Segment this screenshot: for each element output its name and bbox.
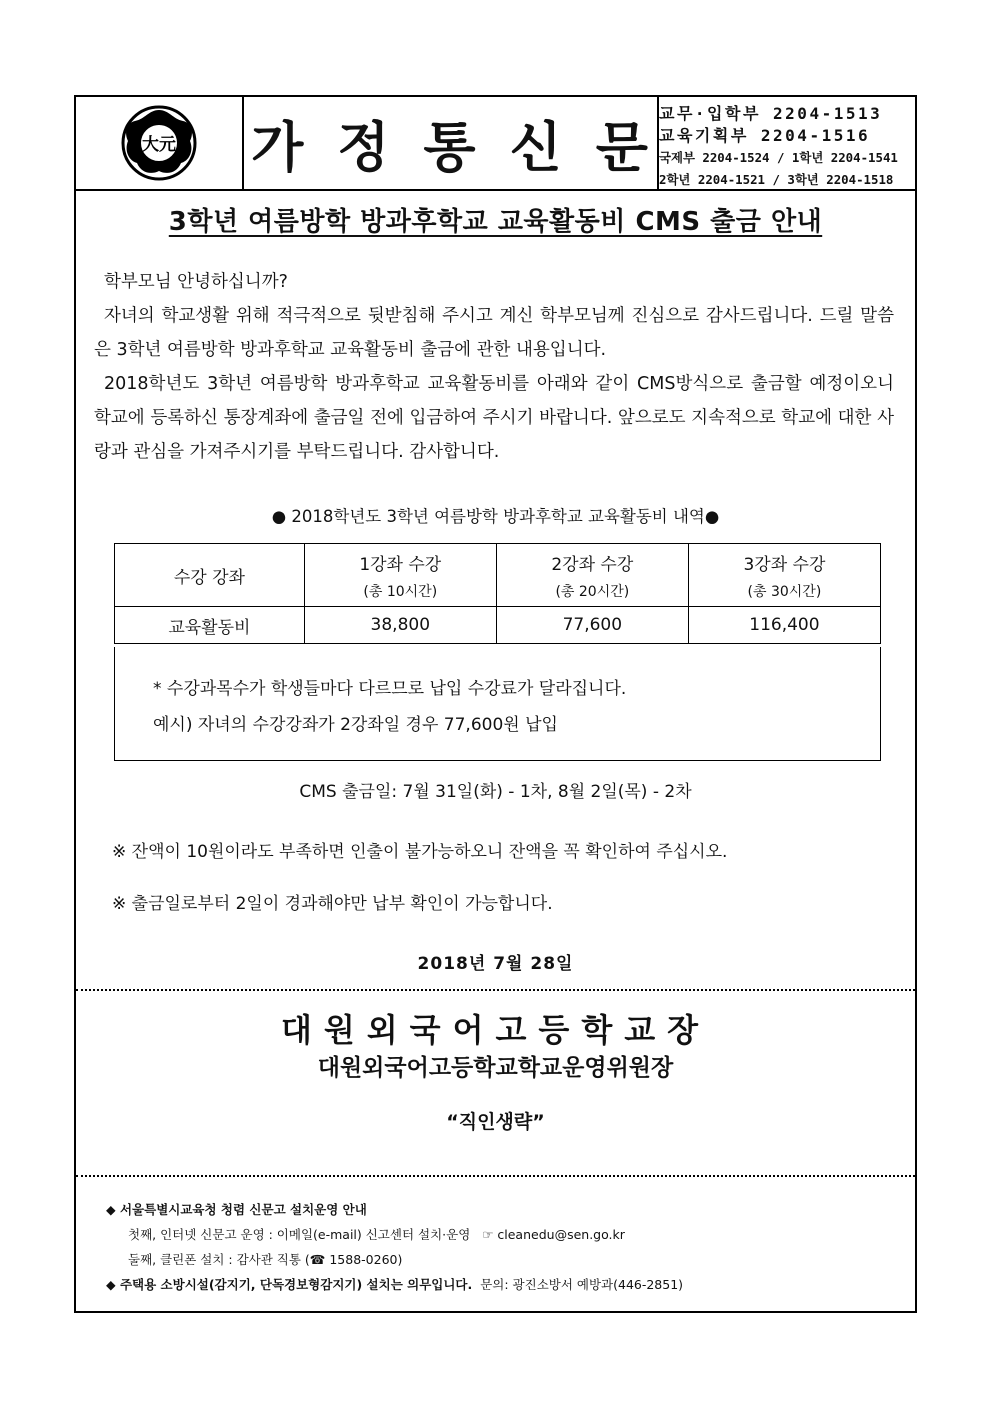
phone-line: 2학년 2204-1521 / 3학년 2204-1518: [659, 172, 894, 187]
fee-table: [114, 543, 881, 644]
principal-name: 대원외국어고등학교장: [280, 1011, 711, 1049]
footer-text: 첫째, 인터넷 신문고 운영 : 이메일(e-mail) 신고센터 설치·운영: [128, 1227, 471, 1242]
phone-line: 교육기획부 2204-1516: [659, 126, 871, 145]
intro-text: [94, 265, 894, 469]
notice-frame: [74, 95, 917, 1313]
intro-paragraph: 2018학년도 3학년 여름방학 방과후학교 교육활동비를 아래와 같이 CMS방식으로 출금할 예정이오니 학교에 등록하신 통장계좌에 출금일 전에 입금하여 주시기 바랍니다. 앞으로도 지속적으로 학교에 대한 사랑과 관심을 가져주시기를 부탁드립니다. 감사합니다.: [94, 374, 894, 462]
notice-subject: 3학년 여름방학 방과후학교 교육활동비 CMS 출금 안내: [168, 207, 823, 237]
warning-line: ※ 잔액이 10원이라도 부족하면 인출이 불가능하오니 잔액을 꼭 확인하여 주십시오.: [112, 842, 728, 862]
intro-paragraph: 자녀의 학교생활 위해 적극적으로 뒷받침해 주시고 계신 학부모님께 진심으로 감사드립니다. 드릴 말씀은 3학년 여름방학 방과후학교 교육활동비 출금에 관한 내용입니다.: [94, 306, 894, 360]
note-line: * 수강과목수가 학생들마다 다르므로 납입 수강료가 달라집니다.: [153, 679, 627, 699]
column-sub: (총 30시간): [747, 583, 822, 600]
footer-heading: ◆ 주택용 소방시설(감지기, 단독경보형감지기) 설치는 의무입니다.: [106, 1277, 473, 1292]
table-row: [115, 607, 881, 644]
logo-text: 大元: [142, 135, 176, 155]
table-title: ● 2018학년도 3학년 여름방학 방과후학교 교육활동비 내역●: [271, 507, 720, 526]
committee-name: 대원외국어고등학교학교운영위원장: [317, 1055, 674, 1081]
column-name: 2강좌 수강: [551, 554, 634, 575]
intro-greeting: 학부모님 안녕하십니까?: [104, 272, 288, 292]
footer-line: 둘째, 클린폰 설치 : 감사관 직통 (☎ 1588-0260): [128, 1252, 403, 1267]
column-header: [496, 544, 688, 607]
fee-value: 116,400: [688, 607, 880, 644]
title-cell: [242, 97, 682, 189]
column-name: 3강좌 수강: [743, 554, 826, 575]
issue-date: 2018년 7월 28일: [417, 954, 574, 974]
header: [76, 97, 915, 191]
cms-dates: CMS 출금일: 7월 31일(화) - 1차, 8월 2일(목) - 2차: [299, 782, 692, 802]
column-sub: (총 10시간): [363, 583, 438, 600]
footer-heading: ◆ 서울특별시교육청 청렴 신문고 설치운영 안내: [106, 1202, 367, 1217]
footer-email-link[interactable]: ☞ cleanedu@sen.go.kr: [482, 1227, 625, 1242]
column-name: 1강좌 수강: [359, 554, 442, 575]
footer-contact: 문의: 광진소방서 예방과(446-2851): [480, 1277, 684, 1292]
phone-line: 국제부 2204-1524 / 1학년 2204-1541: [659, 150, 898, 165]
dotted-divider: [76, 1175, 915, 1177]
dotted-divider: [76, 989, 915, 991]
table-notes: [114, 647, 881, 761]
table-header-row: [115, 544, 881, 607]
note-line: 예시) 자녀의 수강강좌가 2강좌일 경우 77,600원 납입: [153, 715, 558, 735]
column-header: [688, 544, 880, 607]
row-label: 교육활동비: [115, 607, 305, 644]
fee-value: 77,600: [496, 607, 688, 644]
fee-value: 38,800: [304, 607, 496, 644]
school-logo-icon: [76, 97, 242, 189]
footer-notice: [106, 1197, 906, 1297]
footer-line: [106, 1272, 906, 1297]
footer-line: [106, 1222, 906, 1247]
logo-cell: [76, 97, 244, 189]
page-title: 가정통신문: [251, 115, 682, 179]
column-sub: (총 20시간): [555, 583, 630, 600]
phone-line: 교무·입학부 2204-1513: [659, 104, 883, 123]
seal-omitted: “직인생략”: [446, 1111, 545, 1133]
header-label-cell: 수강 강좌: [115, 544, 305, 607]
column-header: [304, 544, 496, 607]
warning-line: ※ 출금일로부터 2일이 경과해야만 납부 확인이 가능합니다.: [112, 894, 553, 914]
phone-directory: [659, 103, 917, 191]
